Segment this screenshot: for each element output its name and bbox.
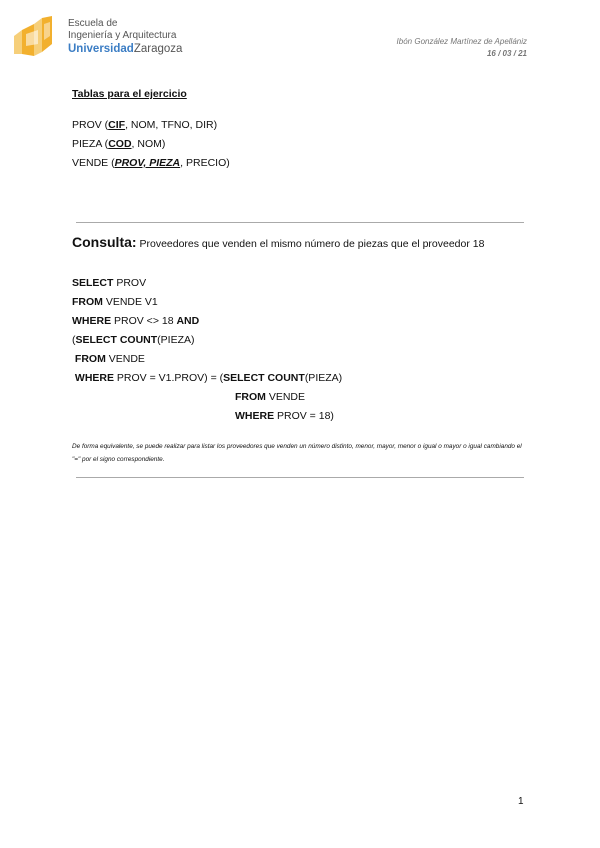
schema-primary-key: CIF [108, 119, 126, 131]
university-logo [12, 14, 202, 58]
sql-line [72, 407, 342, 426]
document-date: 16 / 03 / 21 [486, 49, 527, 58]
eina-logo-icon [12, 14, 60, 58]
sql-text: VENDE V1 [102, 296, 158, 308]
schema-attributes: , NOM, TFNO, DIR) [125, 119, 218, 131]
sql-keyword: SELECT COUNT [223, 372, 305, 384]
sql-keyword: WHERE [72, 315, 112, 327]
author-name: Ibón González Martínez de Apellániz [396, 37, 527, 46]
sql-text: PROV [113, 277, 147, 289]
query-label: Consulta: [72, 234, 137, 250]
logo-line-3-rest: Zaragoza [133, 43, 183, 55]
schema-attributes: , NOM) [131, 138, 166, 150]
bottom-divider [76, 477, 524, 478]
footnote: De forma equivalente, se puede realizar para listar los proveedores que venden un número distinto, menor, mayor, menor o igual o mayor o igual cambiando el "=" por el signo correspondiente. [72, 443, 522, 463]
schema-list [72, 116, 230, 173]
sql-text: (PIEZA) [304, 372, 343, 384]
sql-keyword: AND [176, 315, 200, 327]
sql-keyword: SELECT [72, 277, 114, 289]
query-statement [72, 234, 484, 250]
sql-prefix: ( [72, 334, 76, 346]
sql-text: PROV = V1.PROV) = ( [114, 372, 224, 384]
logo-line-2: Ingeniería y Arquitectura [68, 30, 177, 41]
sql-line [72, 274, 342, 293]
sql-text: (PIEZA) [157, 334, 195, 346]
section-title: Tablas para el ejercicio [72, 88, 187, 100]
query-text: Proveedores que venden el mismo número de piezas que el proveedor 18 [139, 238, 485, 250]
sql-line [72, 293, 342, 312]
schema-primary-key: PROV, PIEZA [114, 157, 181, 169]
sql-line [72, 369, 342, 388]
schema-attributes: , PRECIO) [180, 157, 230, 169]
sql-text: VENDE [105, 353, 145, 365]
sql-keyword: SELECT COUNT [75, 334, 158, 346]
page-number: 1 [518, 796, 524, 807]
sql-text: PROV <> 18 [111, 315, 177, 327]
sql-keyword: FROM [74, 353, 106, 365]
top-divider [76, 222, 524, 223]
schema-table-name: PIEZA ( [72, 138, 109, 150]
sql-keyword: FROM [235, 391, 266, 403]
logo-line-3-bold: Universidad [68, 43, 134, 55]
sql-keyword: WHERE [235, 410, 275, 422]
sql-line [72, 312, 342, 331]
author-block [397, 36, 527, 60]
schema-table-name: PROV ( [72, 119, 109, 131]
schema-row [72, 116, 230, 135]
schema-primary-key: COD [108, 138, 132, 150]
sql-text: VENDE [265, 391, 306, 403]
sql-keyword: FROM [72, 296, 103, 308]
sql-line [72, 388, 342, 407]
schema-table-name: VENDE ( [72, 157, 115, 169]
sql-text: PROV = 18) [274, 410, 334, 422]
sql-line [72, 350, 342, 369]
sql-line [72, 331, 342, 350]
schema-row [72, 135, 230, 154]
sql-keyword: WHERE [74, 372, 115, 384]
schema-row [72, 154, 230, 173]
logo-line-1: Escuela de [68, 18, 118, 29]
sql-code [72, 274, 342, 426]
